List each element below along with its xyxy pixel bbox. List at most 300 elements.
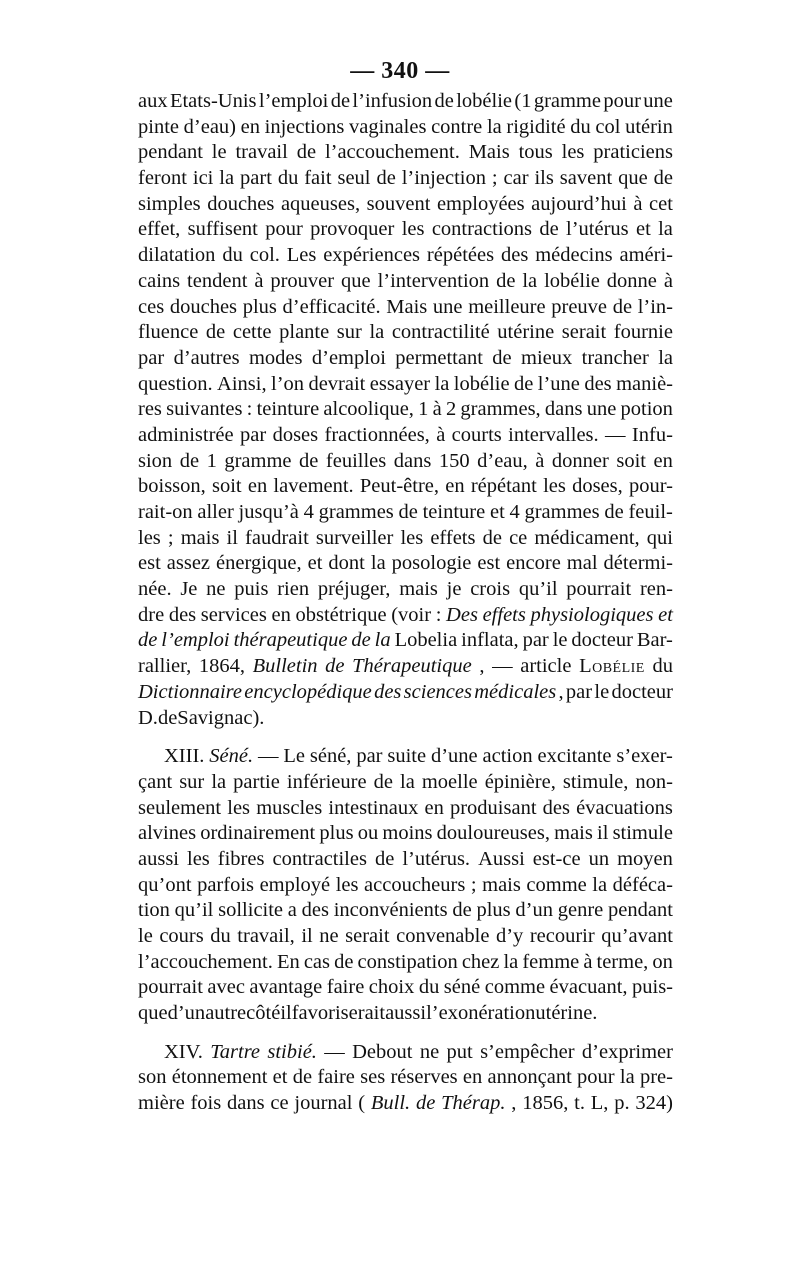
word: à [633,192,643,215]
word: cas [303,950,331,973]
word: souvent [366,192,431,215]
text-line [138,577,673,603]
word: du [418,976,440,999]
word: donner [551,449,609,472]
word: l’in- [637,295,673,318]
word: rien [277,578,310,601]
word: l’utérus. [402,847,471,870]
word: feuilles [325,449,387,472]
word: assez [166,552,211,575]
word: contractiles [272,847,367,870]
word: surveiller [315,526,394,549]
word: à [436,423,446,446]
word: rait-on [138,501,193,523]
word: car [503,167,529,190]
word: En [276,950,300,973]
word: Le [283,745,305,768]
word: Etats-Unis [169,90,257,112]
word: effet, [138,218,181,241]
word: Bull. [370,1092,411,1115]
word: parfois [197,873,255,896]
word: en [271,603,291,626]
word: mais [482,873,521,896]
word: p. [614,1092,630,1115]
word: en [247,475,268,498]
word: vaginales [349,115,427,138]
word: dre [138,603,165,626]
word: courts [451,423,502,446]
word: pour [603,90,641,112]
word: fluence [138,321,199,344]
word: 150 [438,449,470,472]
word: : [246,398,253,421]
word: moelle [421,770,478,793]
word: autre [205,1002,247,1025]
word: fibres [217,847,265,870]
word: utérine [497,321,555,344]
word: qu’avant [601,925,673,947]
word: plante [279,321,330,344]
text-line [138,1091,673,1117]
word: 324) [635,1092,673,1115]
word: détermi- [603,552,673,575]
word: qu’il [518,578,558,601]
word: de [299,449,319,472]
word: d’exprimer [581,1040,673,1063]
word: suivantes [166,398,243,421]
word: ne [319,925,339,947]
word: son [138,1066,167,1089]
word: simples [138,192,201,215]
word: des [301,899,329,922]
word: utérine. [535,1002,598,1025]
word: de [653,167,673,190]
word: fractionnées, [324,423,430,446]
word: alcoolique, [323,398,414,421]
word: évacuant, [549,976,628,999]
word: les [227,796,251,819]
word: intestinaux [328,796,419,819]
word: je [446,578,462,601]
word: une [643,90,673,112]
word: employées [436,192,525,215]
word: femme [522,950,580,973]
word: de [205,321,226,344]
word: ( [358,1092,366,1115]
word: ne [419,1040,440,1063]
word: énergique, [216,552,302,575]
text-line [138,706,673,732]
word: encyclopédique [244,680,372,703]
word: sur [179,770,205,793]
word: la [370,552,386,575]
word: Aussi [478,847,525,870]
word: — [492,655,513,678]
text-line [138,140,673,166]
word: Je [180,578,198,601]
word: défécа- [612,873,673,896]
word: prouver [270,269,335,292]
word: 4 [303,501,314,523]
word: 2 [445,398,457,421]
word: à [432,398,442,421]
word: physiologiques [530,603,654,626]
word: mais [554,822,593,845]
word: maniè- [616,372,673,395]
word: lobélie [456,90,513,112]
word: de [330,90,351,112]
text-line [138,796,673,822]
word: l’utérus [566,218,629,241]
text-line [138,1040,673,1066]
word: de [514,372,534,395]
word: aussi [138,847,179,870]
word: puis [234,578,269,601]
word: d’un [515,899,553,922]
word: devrait [308,372,366,395]
word: une [586,398,617,421]
word: pour- [628,475,673,498]
word: soit [616,449,646,472]
word: et [307,552,323,575]
word: fournie [613,321,673,344]
word: en [462,1066,483,1089]
word: mais [180,526,220,549]
word: ; [491,167,498,190]
text-line [138,551,673,577]
text-line [138,744,673,770]
text-line [138,603,673,629]
word: douches [169,295,238,318]
word: expériences [323,244,421,267]
word: L, [590,1092,609,1115]
word: preuve [551,295,608,318]
word: médicales [474,680,557,703]
word: faudrait [245,526,309,549]
word: contractions [431,218,533,241]
text-line [138,295,673,321]
text-line [138,217,673,243]
word: d’un [167,1002,206,1025]
word: grammes, [460,398,541,421]
word: cette [232,321,272,344]
word: permettant [395,346,483,369]
word: modes [248,346,303,369]
word: partie [233,770,280,793]
word: à [663,269,673,292]
word: de [179,449,200,472]
word: Peut-être, [359,475,440,498]
word: cet [649,192,673,215]
word: médecins [535,244,613,267]
word: thérapeutique [233,629,348,652]
word: stibié. [267,1040,317,1063]
word: d’autres [173,346,240,369]
text-line [138,243,673,269]
word: la [400,770,415,793]
word: du [210,925,231,947]
word: rigidité [506,115,566,138]
word: boisson, [138,475,206,498]
word: : [435,603,442,626]
word: des [374,680,402,703]
word: crois [470,578,511,601]
word: plus [319,822,354,845]
word: Dictionnaire [138,680,243,703]
word: faire [326,976,365,999]
word: a [287,899,297,922]
word: Mais [386,295,428,318]
word: Séné. [209,745,254,768]
word: effets [482,603,526,626]
word: intervalles. [508,423,599,446]
word: Les [286,244,317,267]
word: faire [317,1066,355,1089]
word: — [258,745,279,768]
word: douches [207,192,275,215]
word: teinture [256,398,320,421]
word: XIII. [164,745,205,768]
word: pendant [138,141,203,164]
word: des [584,372,612,395]
word: l’emploi [258,90,329,112]
word: chez [461,950,500,973]
word: fois [190,1092,222,1115]
word: soit [212,475,242,498]
word: l’emploi [161,629,230,652]
word: à [254,269,264,292]
word: aqueuses, [280,192,361,215]
word: côté [246,1002,281,1025]
word: la [486,115,502,138]
word: les [561,141,585,164]
word: d’eau, [477,449,528,472]
word: rallier, [138,655,192,678]
word: grammes [318,501,394,523]
word: stimule [612,822,673,845]
word: que [618,167,648,190]
word: tion [138,899,170,922]
word: 1 [206,449,217,472]
word: doses [272,423,319,446]
word: donne [606,269,657,292]
word: annonçant [487,1066,572,1089]
text-line [138,320,673,346]
word: ce [509,526,528,549]
word: posologie [391,552,472,575]
word: journal [294,1092,353,1115]
word: obstétrique [295,603,387,626]
word: cours [159,925,204,947]
word: seul [337,167,371,190]
word: ; [470,873,477,896]
word: préjuger, [317,578,391,601]
word: par [356,745,383,768]
text-line [138,975,673,1001]
word: comme [484,976,546,999]
word: 1 [418,398,429,421]
word: la [522,269,538,292]
word: la [211,770,227,793]
word: put [446,1040,473,1063]
word: pour [265,218,303,241]
word: muscles [256,796,323,819]
word: excitante [537,745,612,768]
word: du [277,167,299,190]
word: suite [387,745,427,768]
word: favoriserait [291,1002,386,1025]
text-line [138,873,673,899]
word: contre [431,115,483,138]
word: sion [138,449,173,472]
word: ou [357,822,379,845]
word: col [595,115,621,138]
word: moins [382,822,433,845]
word: répétant [470,475,537,498]
page-number: — 340 — [350,58,450,84]
word: Tartre [210,1040,261,1063]
page-text [138,89,673,1117]
word: lobélie [453,372,510,395]
word: 1864, [198,655,245,678]
word: médicament, [534,526,640,549]
text-line [138,654,673,680]
word: travail, [237,925,295,947]
word: Bulletin [252,655,318,678]
word: feront [138,167,187,190]
text-line [138,423,673,449]
word: Mais [468,141,510,164]
word: de [157,706,178,729]
word: que [341,269,371,292]
text-line [138,500,673,526]
word: moyen [617,847,673,870]
word: les [401,218,425,241]
text-line [138,1001,673,1027]
text-line [138,821,673,847]
word: séné, [309,745,352,768]
word: le [138,925,153,947]
word: ses [360,1066,386,1089]
word: l’injection [401,167,486,190]
word: pendant [608,899,673,922]
word: de [376,167,396,190]
word: part [240,167,272,190]
text-line [138,372,673,398]
word: inflata, [461,629,519,652]
word: et [272,1066,288,1089]
word: t. [574,1092,585,1115]
word: épinière, [484,770,556,793]
word: , [479,655,485,678]
word: serait [561,321,607,344]
word: la [658,218,673,241]
section-xiv-tartre-stibie [138,1040,673,1117]
word: en [653,449,673,472]
word: les [138,526,161,549]
word: l’accouchement. [324,141,460,164]
word: ce [270,1092,289,1115]
word: Des [446,603,478,626]
word: de [415,1092,436,1115]
word: genre [557,899,604,922]
word: meilleure [468,295,546,318]
word: gramme [224,449,292,472]
word: qui [646,526,673,549]
text-line [138,115,673,141]
word: savent [559,167,613,190]
word: ne [206,578,226,601]
word: pourrait [138,976,203,999]
word: mieux [521,346,573,369]
word: plus [476,899,511,922]
word: d’efficacité. [282,295,381,318]
word: ordinairement [200,822,316,845]
word: suffisent [187,218,258,241]
word: provoquer [310,218,395,241]
word: mière [138,1092,185,1115]
word: plus [242,295,277,318]
word: sur [336,321,362,344]
word: essayer [369,372,431,395]
word: qu’il [174,899,214,922]
word: de [452,899,472,922]
word: , [558,680,564,703]
word: Thérap. [441,1092,506,1115]
word: jusqu’à [238,501,299,523]
word: la [592,873,608,896]
text-line [138,449,673,475]
word: sollicite [218,899,284,922]
word: à [583,950,593,973]
word: il [226,526,238,549]
word: il [301,925,313,947]
word: la [503,950,519,973]
word: pinte [138,115,179,138]
word: employé [259,873,331,896]
word: d’eau) [183,115,236,138]
word: cains [138,269,181,292]
word: Ainsi, [217,372,267,395]
word: aller [197,501,234,523]
word: d’y [495,925,524,947]
word: contractilité [391,321,490,344]
word: l’accouchement. [138,950,273,973]
word: par [522,629,549,652]
word: alvines [138,822,197,845]
word: de [612,295,633,318]
word: feuil- [628,501,673,523]
word: choix [368,976,415,999]
word: effets [430,526,476,549]
word: aussi [385,1002,427,1025]
word: par [240,423,267,446]
word: (voir [391,603,432,626]
word: puis- [632,976,673,999]
word: Debout [352,1040,413,1063]
word: ils [534,167,554,190]
word: aux [138,90,168,112]
word: s’exer- [616,745,673,768]
word: (1 [514,90,532,112]
word: grammes [524,501,600,523]
section-xiii-sene [138,744,673,1027]
word: l’exonération [426,1002,536,1025]
paragraph-gap [138,1027,673,1040]
word: ces [138,295,165,318]
word: la [434,372,450,395]
word: dans [544,398,583,421]
